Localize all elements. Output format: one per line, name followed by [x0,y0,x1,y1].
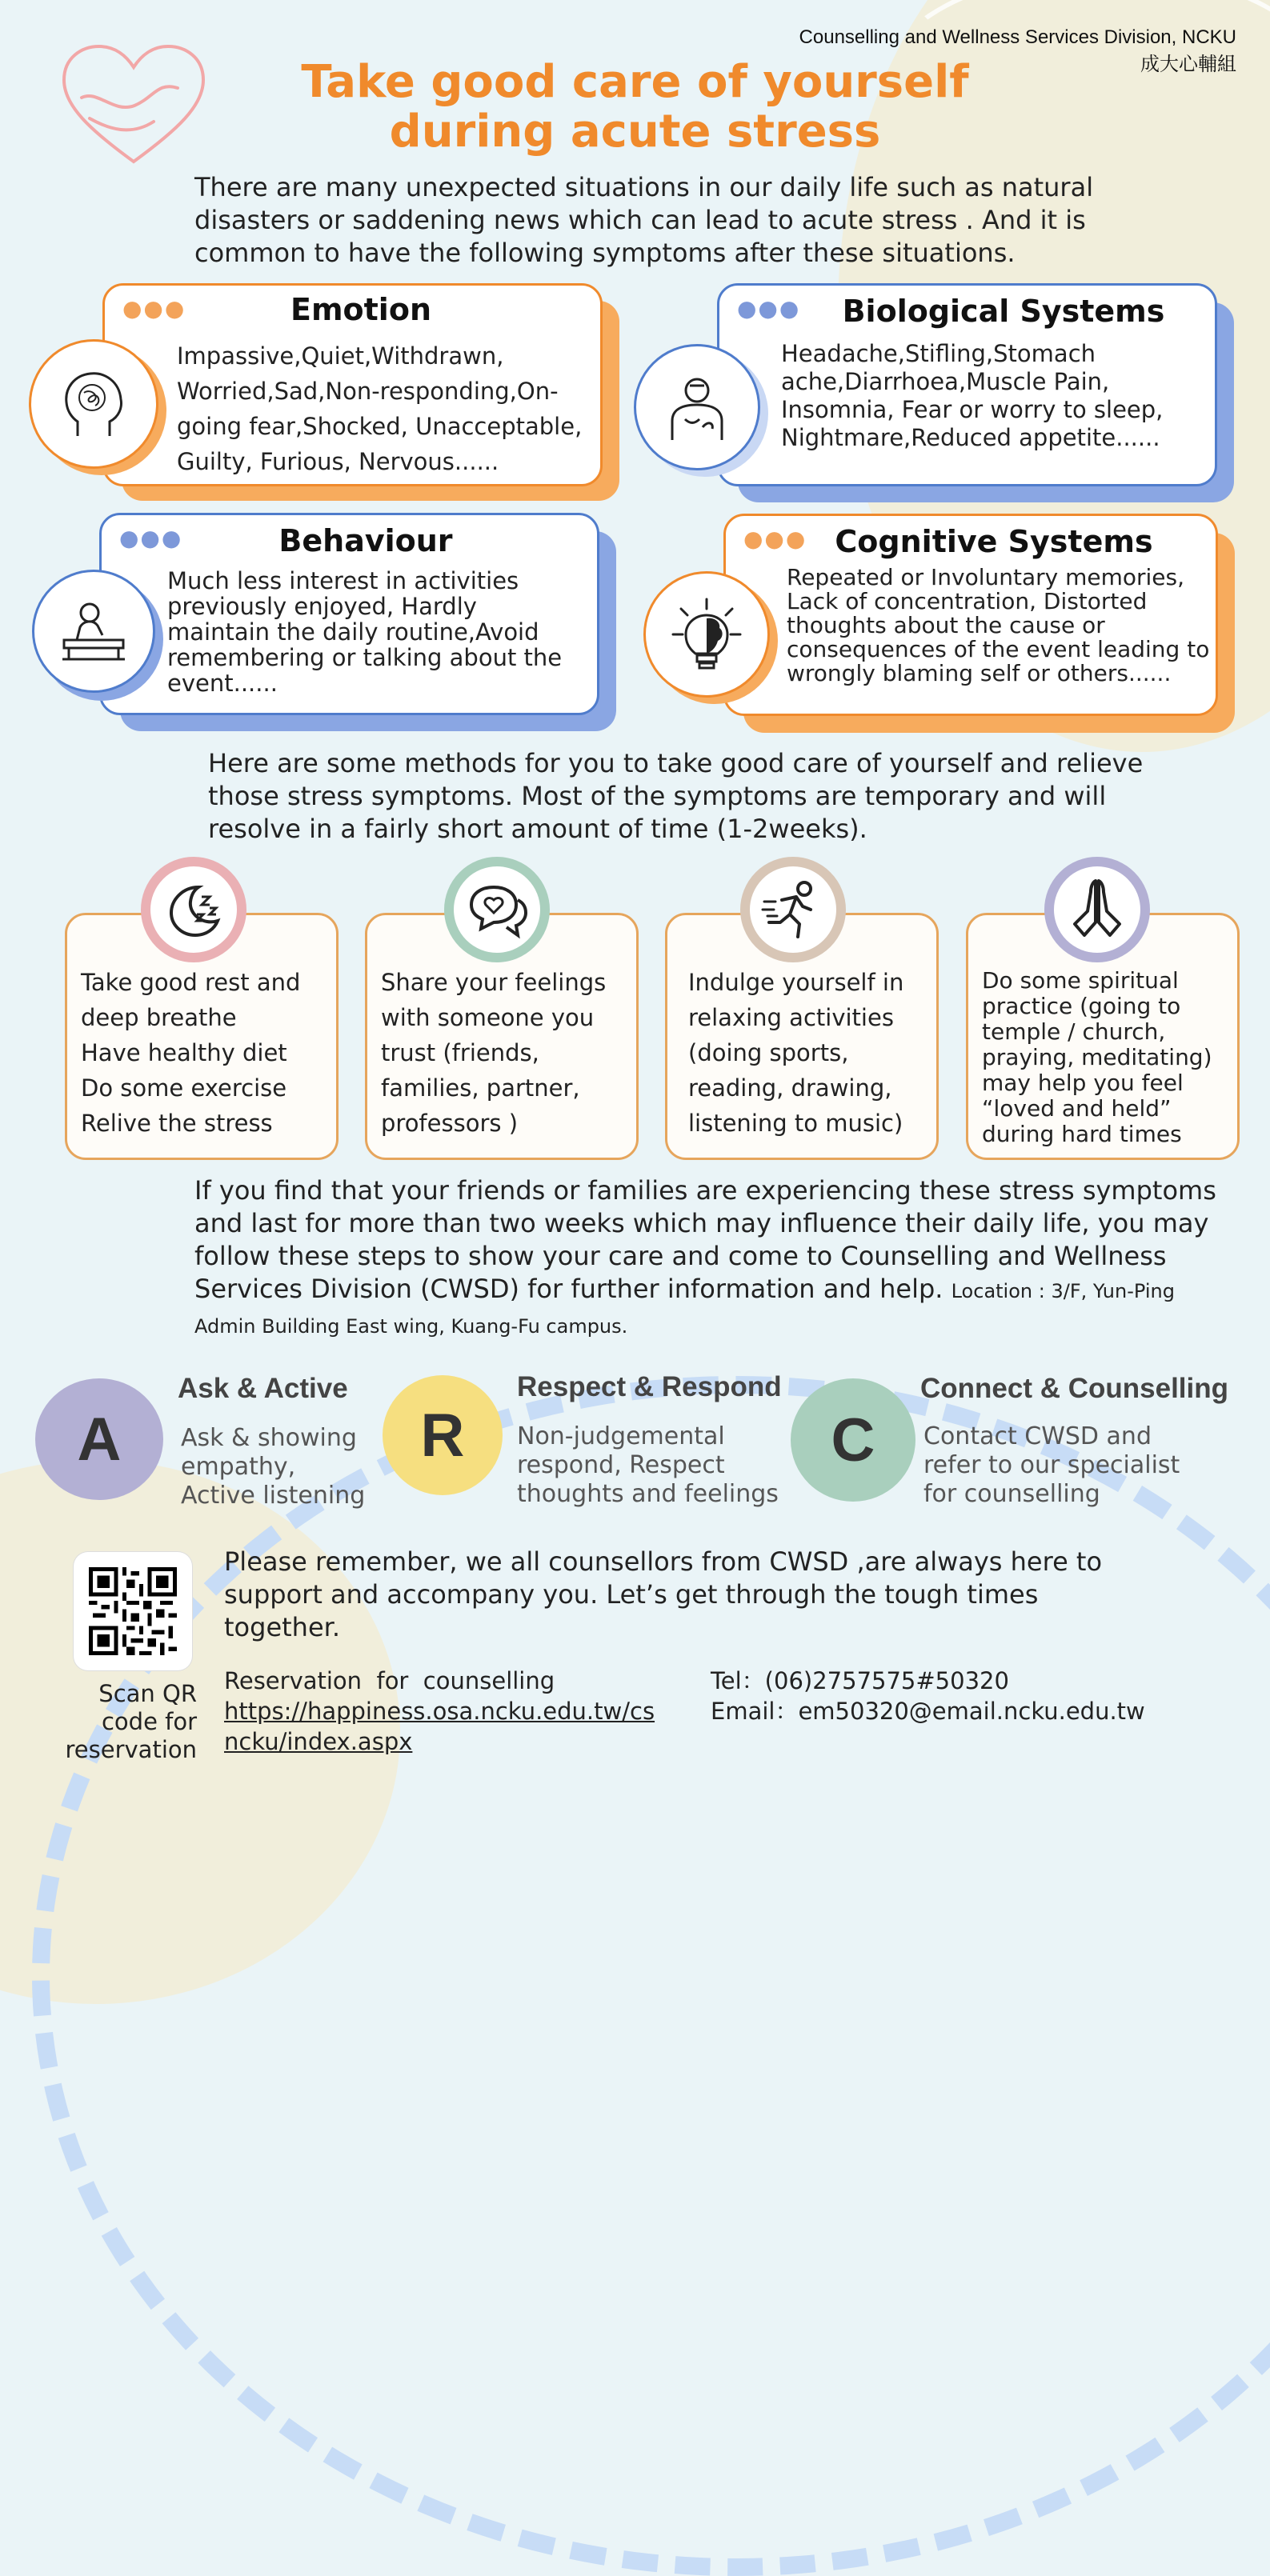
behaviour-card [99,513,599,715]
behaviour-body: Much less interest in activities previously enjoyed, Hardly maintain the daily routine,Avoid remembering or talking about the event...... [167,567,563,697]
help-text: If you find that your friends or families are experiencing these stress symptoms and last for more than two weeks which may influence their daily life, you may follow these steps to show your care and come to Counselling and Wellness Services Division (CWSD) for further information and help. [194,1175,1216,1304]
location-text: Location : 3/F, Yun-Ping Admin Building East wing, Kuang-Fu campus. [194,1280,1175,1338]
qr-caption-line: Scan QR [98,1680,197,1707]
chat-heart-icon [465,879,529,940]
page-title [0,58,1270,157]
emotion-dots: ●●● [122,295,186,322]
cognitive-title: Cognitive Systems [835,524,1153,559]
behaviour-icon-circle [32,570,155,693]
step-line: Non-judgemental [517,1422,725,1450]
reservation-link[interactable] [224,1696,704,1757]
qr-code[interactable] [74,1552,192,1670]
qr-caption-line: code for [101,1708,197,1735]
method-line: Relive the stress [81,1110,273,1137]
head-brain-icon [54,364,134,444]
title-line-2: during acute stress [389,106,881,158]
biological-dots: ●●● [737,295,801,322]
method-text-rest [81,965,300,1141]
method-line: Do some exercise [81,1074,287,1102]
organization-name-zh: 成大心輔組 [1140,54,1236,75]
step-line: empathy, [181,1453,296,1481]
step-r-badge: R [383,1375,503,1495]
emotion-body: Impassive,Quiet,Withdrawn, Worried,Sad,Non-responding,On-going fear,Shocked, Unacceptable, Guilty, Furious, Nervous...... [177,342,583,475]
method-line: may help you feel [982,1070,1184,1096]
lightbulb-brain-icon [667,594,747,674]
moon-sleep-icon [163,879,224,940]
intro-paragraph: There are many unexpected situations in our daily life such as natural disasters or saddening news which can lead to acute stress . And it is common to have the following symptoms after these situations. [194,172,1094,268]
step-a-badge: A [35,1378,163,1500]
method-line: with someone you [381,1004,595,1031]
behaviour-dots: ●●● [119,525,183,551]
method-text-spiritual [982,968,1212,1147]
help-paragraph [194,1174,1235,1343]
cognitive-card [723,514,1218,716]
step-c-badge: C [791,1378,915,1502]
method-line: professors ) [381,1110,519,1137]
cognitive-icon-circle [643,571,770,698]
biological-title: Biological Systems [842,294,1165,329]
behaviour-title: Behaviour [278,523,453,558]
emotion-card [102,283,603,486]
person-at-desk-icon [58,595,130,667]
step-line: for counselling [923,1480,1100,1508]
method-line: Indulge yourself in [688,969,904,996]
emotion-icon-circle [29,339,158,469]
step-c-body [923,1422,1180,1509]
reservation-block [224,1666,704,1757]
method-line: practice (going to [982,993,1181,1019]
biological-card [717,283,1217,486]
biological-body: Headache,Stifling,Stomach ache,Diarrhoea,Muscle Pain, Insomnia, Fear or worry to sleep, Nightmare,Reduced appetite...... [781,340,1164,451]
method-line: listening to music) [688,1110,903,1137]
contact-tel: Tel：(06)2757575#50320 [711,1667,1009,1694]
step-line: Ask & showing [181,1424,357,1452]
step-line: refer to our specialist [923,1451,1180,1479]
method-line: “loved and held” [982,1095,1172,1122]
method-line: deep breathe [81,1004,237,1031]
biological-icon-circle [634,344,760,470]
method-line: during hard times [982,1121,1182,1147]
qr-caption [48,1680,197,1764]
methods-intro-paragraph: Here are some methods for you to take good care of yourself and relieve those stress symptoms. Most of the symptoms are temporary and will resolve in a fairly short amount of time (1-2weeks). [208,748,1144,844]
method-circle-share [444,857,550,962]
method-circle-spiritual [1044,857,1150,962]
step-c-title: Connect & Counselling [920,1373,1228,1404]
method-line: relaxing activities [688,1004,894,1031]
qr-code-icon [89,1567,177,1655]
emotion-title: Emotion [290,292,431,327]
method-line: Take good rest and [81,969,301,996]
step-line: respond, Respect [517,1451,725,1479]
contact-email[interactable]: Email：em50320@email.ncku.edu.tw [711,1698,1145,1725]
method-line: Do some spiritual [982,967,1179,994]
reservation-url-line-2: ncku/index.aspx [224,1728,413,1755]
method-line: reading, drawing, [688,1074,892,1102]
title-line-1: Take good care of yourself [301,56,969,108]
cognitive-dots: ●●● [743,526,807,552]
closing-paragraph: Please remember, we all counsellors from CWSD ,are always here to support and accompany you. Let’s get through the tough times together. [224,1546,1103,1642]
qr-caption-line: reservation [65,1736,197,1763]
method-line: Share your feelings [381,969,607,996]
sick-person-icon [661,371,733,443]
praying-hands-icon [1065,876,1129,943]
method-circle-rest [141,857,246,962]
method-line: (doing sports, [688,1039,849,1066]
method-line: families, partner, [381,1074,580,1102]
method-text-share [381,965,606,1141]
contact-block [711,1666,1191,1726]
step-line: Active listening [181,1482,366,1510]
running-person-icon [761,878,825,942]
method-line: praying, meditating) [982,1044,1212,1070]
step-r-body [517,1422,779,1509]
method-circle-relax [740,857,846,962]
organization-name-en: Counselling and Wellness Services Division, NCKU [799,26,1236,48]
step-r-title: Respect & Respond [517,1371,782,1402]
cognitive-body: Repeated or Involuntary memories, Lack of concentration, Distorted thoughts about the cause or consequences of the event leading to wrongly blaming self or others...... [787,564,1210,686]
method-line: trust (friends, [381,1039,539,1066]
step-a-title: Ask & Active [178,1373,348,1404]
method-text-relax [688,965,903,1141]
step-line: thoughts and feelings [517,1480,779,1508]
reservation-url-line-1: https://happiness.osa.ncku.edu.tw/cs [224,1698,655,1725]
method-line: Have healthy diet [81,1039,287,1066]
reservation-label: Reservation for counselling [224,1667,555,1694]
step-a-body [181,1424,365,1510]
method-line: temple / church, [982,1018,1166,1045]
step-line: Contact CWSD and [923,1422,1152,1450]
